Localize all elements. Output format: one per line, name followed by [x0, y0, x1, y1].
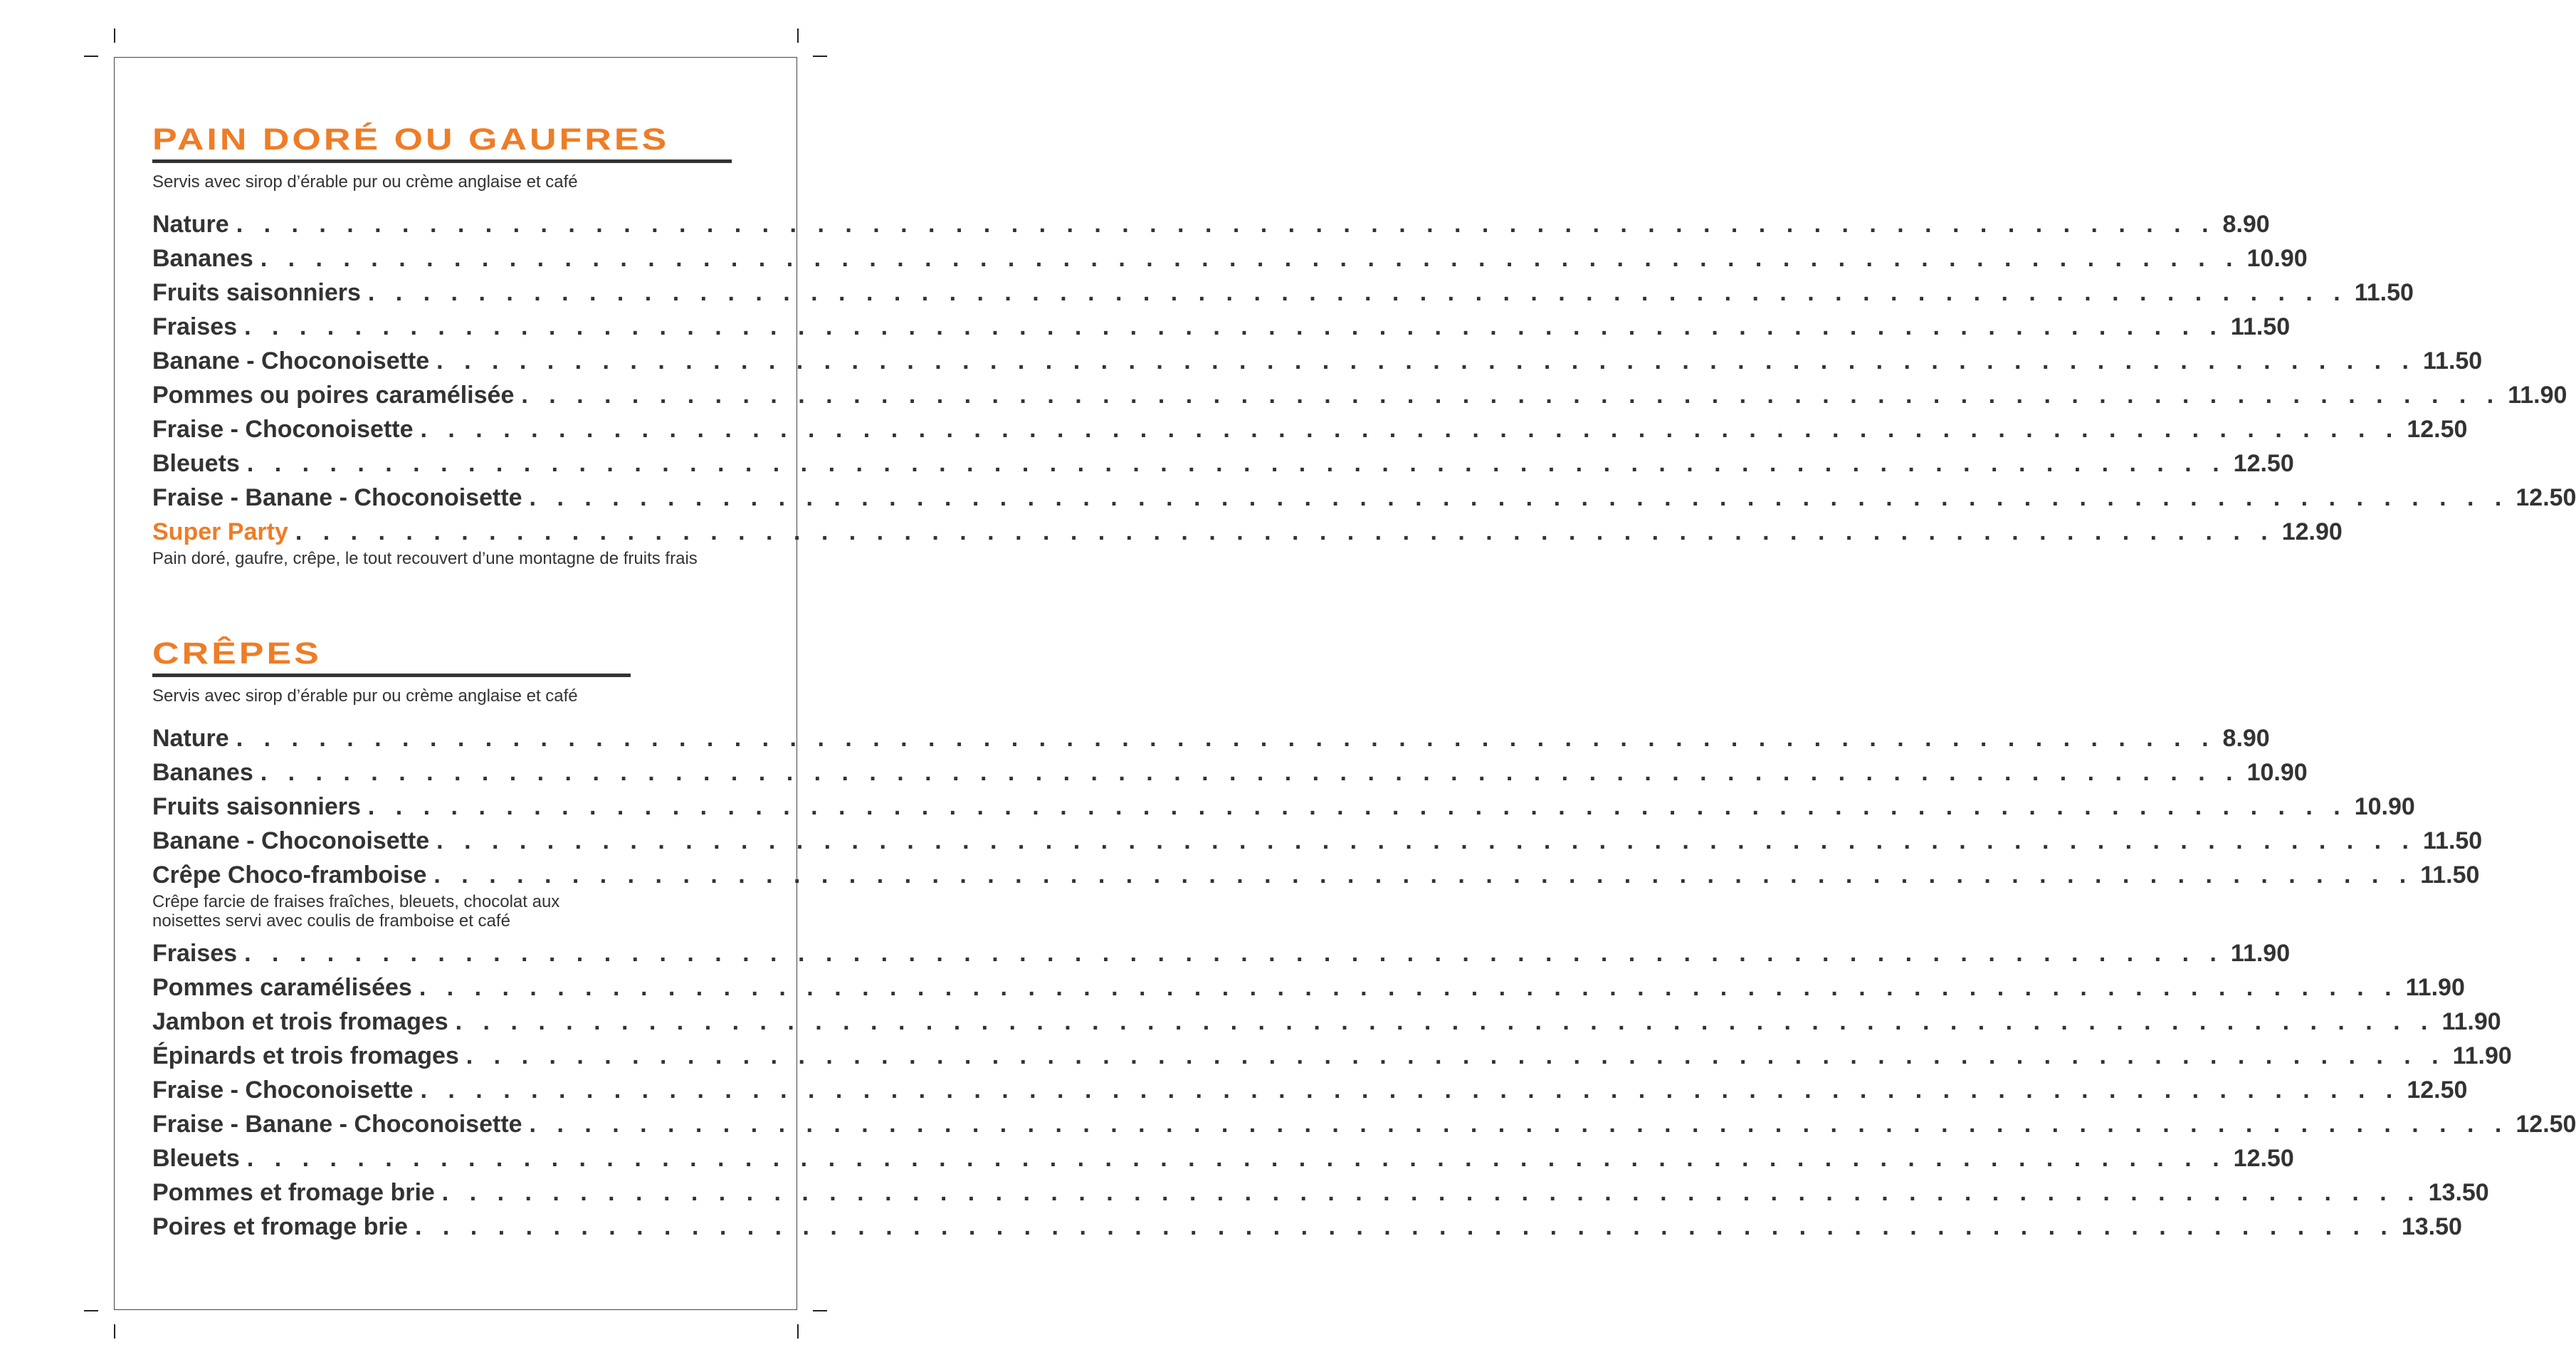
leader-dots: . . . . . . . . . . . . . . . . . . . . . . . . . . . . . . . . . . . . . . . . . . . . . . . . . . . . . . . . . . . . . . . . . . . . . . . .: [433, 861, 2414, 889]
menu-item-price: 10.90: [2246, 759, 2308, 786]
crop-mark-top-left-horizontal: [84, 56, 98, 57]
section-rule: [152, 159, 732, 163]
menu-item-price: 11.90: [2230, 940, 2291, 967]
menu-item-price: 12.90: [2281, 518, 2343, 545]
menu-item: [152, 481, 2576, 515]
menu-item-name: Fruits saisonniers: [152, 279, 361, 306]
leader-dots: . . . . . . . . . . . . . . . . . . . . . . . . . . . . . . . . . . . . . . . . . . . . . . . . . . . . . . . . . . . . . . . . . . . . . . . .: [466, 1042, 2446, 1069]
section-crepes: [152, 629, 2576, 1244]
leader-dots: . . . . . . . . . . . . . . . . . . . . . . . . . . . . . . . . . . . . . . . . . . . . . . . . . . . . . . . . . . . . . . . . . . . . . . . .: [455, 1008, 2435, 1035]
menu-item-price: 12.50: [2407, 416, 2468, 443]
menu-item-row: [152, 446, 2294, 481]
menu-item-name: Fraises: [152, 940, 238, 967]
menu-item-price: 11.90: [2508, 382, 2567, 409]
leader-dots: . . . . . . . . . . . . . . . . . . . . . . . . . . . . . . . . . . . . . . . . . . . . . . . . . . . . . . . . . . . . . . . . . . . . . . . .: [260, 245, 2240, 272]
menu-item-price: 12.50: [2515, 484, 2576, 511]
menu-item: [152, 755, 2308, 790]
menu-item-price: 13.50: [2401, 1213, 2462, 1240]
leader-dots: . . . . . . . . . . . . . . . . . . . . . . . . . . . . . . . . . . . . . . . . . . . . . . . . . . . . . . . . . . . . . . . . . . . . . . . .: [529, 1111, 2509, 1138]
menu-item-name: Bleuets: [152, 1145, 240, 1172]
menu-item-row: [152, 755, 2308, 790]
menu-item-name: Nature: [152, 725, 229, 752]
menu-item-name: Banane - Choconoisette: [152, 827, 430, 854]
menu-item-row: [152, 412, 2468, 446]
menu-item-price: 8.90: [2222, 211, 2270, 238]
menu-item-price: 11.50: [2354, 279, 2414, 306]
menu-item-row: [152, 936, 2291, 970]
menu-item: [152, 310, 2291, 344]
section-rule: [152, 674, 631, 677]
crop-mark-bottom-right-horizontal: [813, 1310, 827, 1311]
menu-item-price: 12.50: [2407, 1077, 2468, 1104]
crop-mark-top-left-vertical: [114, 28, 115, 43]
menu-item-price: 11.50: [2423, 827, 2483, 854]
menu-item-row: [152, 310, 2291, 344]
section-title: PAIN DORÉ OU GAUFRES: [152, 122, 670, 157]
menu-item-price: 12.50: [2233, 450, 2294, 477]
menu-item-row: [152, 858, 2480, 892]
menu-item: [152, 207, 2270, 241]
leader-dots: . . . . . . . . . . . . . . . . . . . . . . . . . . . . . . . . . . . . . . . . . . . . . . . . . . . . . . . . . . . . . . . . . . . . . . . .: [236, 211, 2216, 238]
menu-item: [152, 1107, 2576, 1141]
section-subtitle: Servis avec sirop d’érable pur ou crème anglaise et café: [152, 686, 578, 706]
menu-item-name: Jambon et trois fromages: [152, 1008, 448, 1035]
menu-item: [152, 378, 2567, 412]
leader-dots: . . . . . . . . . . . . . . . . . . . . . . . . . . . . . . . . . . . . . . . . . . . . . . . . . . . . . . . . . . . . . . . . . . . . . . . .: [436, 347, 2416, 375]
menu-item-row: [152, 1141, 2294, 1175]
menu-item-name: Poires et fromage brie: [152, 1213, 409, 1240]
menu-item-price: 13.50: [2428, 1179, 2489, 1206]
crop-mark-bottom-left-horizontal: [84, 1310, 98, 1311]
menu-item-price: 10.90: [2354, 793, 2415, 820]
leader-dots: . . . . . . . . . . . . . . . . . . . . . . . . . . . . . . . . . . . . . . . . . . . . . . . . . . . . . . . . . . . . . . . . . . . . . . . .: [244, 940, 2224, 967]
menu-item-row: [152, 378, 2567, 412]
leader-dots: . . . . . . . . . . . . . . . . . . . . . . . . . . . . . . . . . . . . . . . . . . . . . . . . . . . . . . . . . . . . . . . . . . . . . . . .: [244, 313, 2224, 340]
leader-dots: . . . . . . . . . . . . . . . . . . . . . . . . . . . . . . . . . . . . . . . . . . . . . . . . . . . . . . . . . . . . . . . . . . . . . . . .: [246, 450, 2227, 477]
leader-dots: . . . . . . . . . . . . . . . . . . . . . . . . . . . . . . . . . . . . . . . . . . . . . . . . . . . . . . . . . . . . . . . . . . . . . . . .: [419, 974, 2399, 1001]
menu-item-name: Pommes caramélisées: [152, 974, 412, 1001]
menu-item-row: [152, 344, 2483, 378]
menu-item-name: Fraise - Banane - Choconoisette: [152, 484, 522, 511]
menu-item: [152, 1141, 2294, 1175]
menu-item-description: Pain doré, gaufre, crêpe, le tout recouvert d’une montagne de fruits frais: [152, 549, 698, 568]
menu-item: [152, 1175, 2489, 1210]
leader-dots: . . . . . . . . . . . . . . . . . . . . . . . . . . . . . . . . . . . . . . . . . . . . . . . . . . . . . . . . . . . . . . . . . . . . . . . .: [236, 725, 2216, 752]
menu-item-price: 8.90: [2222, 725, 2270, 752]
menu-item-name: Bananes: [152, 245, 253, 272]
leader-dots: . . . . . . . . . . . . . . . . . . . . . . . . . . . . . . . . . . . . . . . . . . . . . . . . . . . . . . . . . . . . . . . . . . . . . . . .: [295, 518, 2275, 545]
menu-item-row: [152, 824, 2483, 858]
leader-dots: . . . . . . . . . . . . . . . . . . . . . . . . . . . . . . . . . . . . . . . . . . . . . . . . . . . . . . . . . . . . . . . . . . . . . . . .: [420, 1077, 2400, 1104]
menu-item: [152, 412, 2468, 446]
menu-item-name: Fraises: [152, 313, 238, 340]
menu-item: [152, 1073, 2468, 1107]
menu-item: [152, 790, 2415, 824]
menu-item-name: Fraise - Banane - Choconoisette: [152, 1111, 522, 1138]
menu-item-name: Bananes: [152, 759, 253, 786]
menu-item-row: [152, 1107, 2576, 1141]
menu-item-name: Nature: [152, 211, 229, 238]
leader-dots: . . . . . . . . . . . . . . . . . . . . . . . . . . . . . . . . . . . . . . . . . . . . . . . . . . . . . . . . . . . . . . . . . . . . . . . .: [367, 793, 2348, 820]
menu-item: [152, 1039, 2512, 1073]
menu-item-description: Crêpe farcie de fraises fraîches, bleuets, chocolat aux noisettes servi avec coulis de framboise et café: [152, 892, 560, 931]
menu-item-price: 10.90: [2246, 245, 2308, 272]
leader-dots: . . . . . . . . . . . . . . . . . . . . . . . . . . . . . . . . . . . . . . . . . . . . . . . . . . . . . . . . . . . . . . . . . . . . . . . .: [260, 759, 2240, 786]
crop-mark-bottom-right-vertical: [797, 1324, 799, 1339]
menu-item-name: Pommes et fromage brie: [152, 1179, 435, 1206]
leader-dots: . . . . . . . . . . . . . . . . . . . . . . . . . . . . . . . . . . . . . . . . . . . . . . . . . . . . . . . . . . . . . . . . . . . . . . . .: [436, 827, 2416, 854]
menu-item: [152, 936, 2291, 970]
menu-item-price: 11.90: [2441, 1008, 2501, 1035]
menu-item-name: Épinards et trois fromages: [152, 1042, 459, 1069]
menu-item-price: 11.50: [2423, 347, 2483, 375]
menu-item-name: Fraise - Choconoisette: [152, 416, 414, 443]
menu-item-row: [152, 1073, 2468, 1107]
menu-item-row: [152, 481, 2576, 515]
menu-item-price: 11.90: [2405, 974, 2465, 1001]
menu-item-name: Banane - Choconoisette: [152, 347, 430, 375]
leader-dots: . . . . . . . . . . . . . . . . . . . . . . . . . . . . . . . . . . . . . . . . . . . . . . . . . . . . . . . . . . . . . . . . . . . . . . . .: [521, 382, 2501, 409]
menu-item: [152, 970, 2465, 1005]
menu-item: [152, 241, 2308, 276]
menu-item-row: [152, 1175, 2489, 1210]
menu-item-row: [152, 515, 2343, 549]
menu-item-name: Bleuets: [152, 450, 240, 477]
menu-item: [152, 446, 2294, 481]
section-title: CRÊPES: [152, 637, 322, 671]
menu-item: [152, 721, 2270, 755]
menu-item: [152, 1005, 2501, 1039]
menu-item-name: Fruits saisonniers: [152, 793, 361, 820]
menu-item-row: [152, 241, 2308, 276]
menu-item-name: Pommes ou poires caramélisée: [152, 382, 515, 409]
menu-item-name: Crêpe Choco-framboise: [152, 861, 427, 889]
section-pain-dore: [152, 115, 2576, 574]
crop-mark-top-right-vertical: [797, 28, 799, 43]
menu-item-price: 11.50: [2230, 313, 2291, 340]
leader-dots: . . . . . . . . . . . . . . . . . . . . . . . . . . . . . . . . . . . . . . . . . . . . . . . . . . . . . . . . . . . . . . . . . . . . . . . .: [441, 1179, 2422, 1206]
menu-item: [152, 824, 2483, 858]
menu-item-price: 11.50: [2420, 861, 2480, 889]
menu-item-list: [152, 721, 2576, 1244]
menu-item-name: Super Party: [152, 518, 288, 545]
crop-mark-top-right-horizontal: [813, 56, 827, 57]
menu-item-row: [152, 1210, 2462, 1244]
crop-mark-bottom-left-vertical: [114, 1324, 115, 1339]
menu-item: [152, 1210, 2462, 1244]
menu-item: [152, 344, 2483, 378]
menu-item-price: 11.90: [2452, 1042, 2512, 1069]
leader-dots: . . . . . . . . . . . . . . . . . . . . . . . . . . . . . . . . . . . . . . . . . . . . . . . . . . . . . . . . . . . . . . . . . . . . . . . .: [420, 416, 2400, 443]
menu-item-row: [152, 276, 2414, 310]
menu-item-name: Fraise - Choconoisette: [152, 1077, 414, 1104]
leader-dots: . . . . . . . . . . . . . . . . . . . . . . . . . . . . . . . . . . . . . . . . . . . . . . . . . . . . . . . . . . . . . . . . . . . . . . . .: [367, 279, 2348, 306]
leader-dots: . . . . . . . . . . . . . . . . . . . . . . . . . . . . . . . . . . . . . . . . . . . . . . . . . . . . . . . . . . . . . . . . . . . . . . . .: [529, 484, 2509, 511]
menu-item-list: [152, 207, 2576, 568]
menu-item-price: 12.50: [2233, 1145, 2294, 1172]
leader-dots: . . . . . . . . . . . . . . . . . . . . . . . . . . . . . . . . . . . . . . . . . . . . . . . . . . . . . . . . . . . . . . . . . . . . . . . .: [246, 1145, 2227, 1172]
menu-item-row: [152, 207, 2270, 241]
menu-item-row: [152, 970, 2465, 1005]
leader-dots: . . . . . . . . . . . . . . . . . . . . . . . . . . . . . . . . . . . . . . . . . . . . . . . . . . . . . . . . . . . . . . . . . . . . . . . .: [415, 1213, 2394, 1240]
menu-item-row: [152, 1005, 2501, 1039]
menu-item-row: [152, 1039, 2512, 1073]
menu-item-price: 12.50: [2515, 1111, 2576, 1138]
menu-item: [152, 515, 2343, 568]
menu-item: [152, 858, 2480, 931]
section-subtitle: Servis avec sirop d’érable pur ou crème anglaise et café: [152, 172, 578, 192]
menu-item-row: [152, 790, 2415, 824]
menu-item: [152, 276, 2414, 310]
menu-item-row: [152, 721, 2270, 755]
